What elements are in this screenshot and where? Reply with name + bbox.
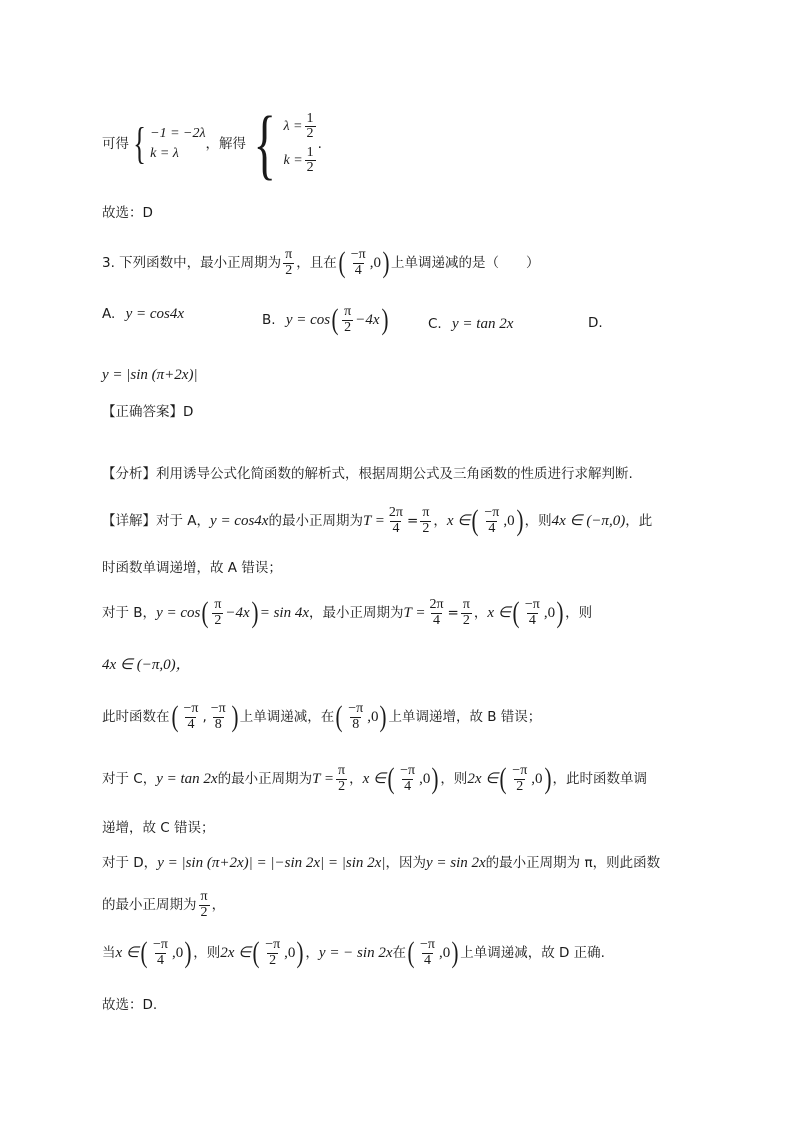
paren: (	[338, 246, 346, 280]
text: 对于 B，	[102, 605, 157, 622]
text: ，且在	[296, 255, 337, 272]
frac	[346, 702, 365, 732]
num: −π	[484, 505, 500, 520]
num: π	[285, 247, 293, 262]
text: 上单调递增，故 B 错误；	[388, 709, 542, 726]
den: 4	[423, 952, 431, 968]
frac	[212, 598, 223, 628]
paren: )	[296, 936, 304, 970]
expr: T =	[312, 771, 335, 788]
frac	[398, 764, 417, 794]
den: 2	[338, 778, 346, 794]
expr: 2x ∈	[467, 771, 499, 788]
paren: )	[231, 700, 239, 734]
num: −π	[210, 701, 226, 716]
paren: (	[335, 700, 343, 734]
text: ,0	[171, 945, 184, 962]
expr: y = sin 2x	[425, 855, 486, 871]
num: −π	[419, 937, 435, 952]
den: 4	[528, 612, 536, 628]
text: ,0	[503, 513, 515, 530]
paren: (	[499, 762, 507, 796]
expr: y = cos	[156, 605, 201, 622]
text: ，此	[625, 513, 653, 530]
expr: y = cos	[285, 312, 331, 329]
paren: (	[407, 936, 415, 970]
option-d-label: D.	[588, 315, 603, 331]
den: 2	[344, 319, 352, 335]
expr: T =	[362, 513, 385, 530]
detail-b: 对于 B，y = cos( $\frac{\pi}{2}$ −4x) = sin 4x，最小正周期为T = $\frac{2\pi}{4}$ = $\frac{\pi}{2}$ ，x ∈( $\frac{-\pi}{4}$ ,0) ，则	[102, 596, 593, 630]
correct-answer: 【正确答案】D	[102, 404, 194, 420]
den: 2	[285, 262, 293, 278]
den: 2	[462, 612, 470, 628]
paren: )	[556, 596, 564, 630]
den: 4	[156, 952, 164, 968]
num: −π	[265, 937, 281, 952]
expr: y = |sin (π+2x)| = |−sin 2x| = |sin 2x|	[157, 855, 386, 871]
eq: −1 = −2λ	[150, 126, 206, 141]
detail-a: 【详解】对于 A，y = cos4x的最小正周期为T = $\frac{2\pi}{4}$ = $\frac{\pi}{2}$ ，x ∈( $\frac{-\pi}{4}$ ,0) ，则4x ∈ (−π,0)，此	[102, 504, 653, 538]
detail-c-2: 递增，故 C 错误；	[102, 820, 215, 836]
num: −π	[350, 247, 366, 262]
paren: (	[512, 596, 520, 630]
text: ,0	[543, 605, 556, 622]
frac	[182, 702, 201, 732]
text: 上单调递减，在	[239, 709, 335, 726]
paren: (	[171, 700, 178, 734]
text: 上单调递减，故 D 正确.	[460, 945, 605, 962]
text: ,0	[284, 945, 296, 962]
text: 的最小正周期为	[217, 771, 313, 788]
expr: y = tan 2x	[156, 771, 218, 788]
detail-d-3	[102, 938, 605, 968]
text: 当	[102, 945, 116, 962]
paren: (	[252, 936, 260, 970]
num: −π	[524, 597, 540, 612]
expr: −4x	[355, 312, 380, 329]
expr: 2x ∈	[220, 945, 252, 962]
eq: k =	[283, 153, 303, 168]
equation-system-2: { λ = $\frac{1}{2}$ k = $\frac{1}{2}$	[253, 100, 314, 187]
num: 1	[306, 110, 314, 126]
paren: )	[251, 596, 259, 630]
num: 1	[306, 144, 314, 160]
options-row	[102, 305, 184, 323]
expr: x ∈	[115, 945, 139, 962]
text: ，解得	[205, 136, 247, 152]
frac	[263, 938, 282, 968]
expr: y = cos4x	[210, 513, 269, 530]
num: π	[422, 505, 430, 520]
num: −π	[400, 763, 416, 778]
text: ，	[211, 897, 226, 914]
num: −π	[183, 701, 199, 716]
detail-d	[102, 854, 660, 872]
text: ,0	[419, 771, 431, 788]
den: 2	[422, 520, 430, 536]
expr: x ∈	[487, 605, 511, 622]
text: ,0	[438, 945, 451, 962]
num: π	[338, 763, 346, 778]
text: 此时函数在	[102, 709, 170, 726]
detail-d-2	[102, 890, 225, 920]
text: ，最小正周期为	[309, 605, 404, 622]
solution-line-1	[102, 100, 322, 187]
text: 对于 C，	[102, 771, 157, 788]
num: π	[462, 597, 470, 612]
frac	[482, 506, 501, 536]
paren: )	[516, 504, 524, 538]
den: 2	[516, 778, 524, 794]
frac	[427, 598, 445, 628]
frac	[151, 938, 170, 968]
den: 2	[306, 126, 314, 142]
text: ，则	[193, 945, 221, 962]
den: 2	[306, 160, 314, 176]
den: 4	[432, 612, 440, 628]
den: 8	[352, 716, 360, 732]
paren: (	[140, 936, 148, 970]
option-c-label: C.	[428, 316, 442, 332]
text: ，则	[565, 605, 593, 622]
text: ,0	[367, 709, 379, 726]
text: 的最小正周期为	[102, 897, 197, 914]
den: 4	[488, 520, 496, 536]
num: −π	[348, 701, 364, 716]
expr: y = − sin 2x	[318, 945, 393, 962]
text: ，	[305, 945, 319, 962]
num: π	[214, 597, 222, 612]
den: 4	[187, 716, 195, 732]
frac	[199, 890, 210, 920]
text: 【详解】对于 A，	[102, 513, 211, 530]
num: 2π	[388, 505, 403, 520]
text: 的最小正周期为 π，则此函数	[485, 855, 661, 871]
paren: (	[201, 596, 209, 630]
den: 2	[214, 612, 222, 628]
analysis: 【分析】利用诱导公式化简函数的解析式，根据周期公式及三角函数的性质进行求解判断.	[102, 466, 633, 482]
text: ,0	[531, 771, 543, 788]
den: 4	[404, 778, 412, 794]
paren: )	[382, 246, 390, 280]
num: 2π	[429, 597, 444, 612]
expr: x ∈	[362, 771, 387, 788]
paren: (	[387, 762, 395, 796]
option-a: y = cos4x	[125, 306, 185, 322]
paren: )	[544, 762, 552, 796]
num: π	[344, 304, 352, 319]
num: −π	[512, 763, 528, 778]
frac	[283, 248, 294, 278]
paren: (	[331, 303, 339, 337]
text: ，因为	[385, 855, 426, 871]
paren: )	[451, 936, 459, 970]
text: 可得	[102, 136, 129, 152]
detail-b-3: 此时函数在( $\frac{-\pi}{4}$ , $\frac{-\pi}{8}$ ) 上单调递减，在( $\frac{-\pi}{8}$ ,0) 上单调递增，故 B 错误；	[102, 700, 542, 734]
num: π	[200, 889, 208, 904]
text: 3. 下列函数中，最小正周期为	[102, 255, 282, 272]
detail-a-2: 时函数单调递增，故 A 错误；	[102, 560, 282, 576]
frac	[387, 506, 405, 536]
frac	[461, 598, 472, 628]
expr: x ∈	[446, 513, 471, 530]
line-2: 故选：D	[102, 205, 153, 221]
frac	[418, 938, 437, 968]
frac	[510, 764, 529, 794]
paren: )	[381, 303, 388, 337]
frac	[349, 248, 368, 278]
paren: )	[184, 936, 192, 970]
paren: )	[379, 700, 387, 734]
option-a-label: A.	[102, 306, 116, 322]
text: ，此时函数单调	[552, 771, 648, 788]
expr: 4x ∈ (−π,0)	[551, 513, 626, 530]
text: .	[317, 136, 322, 152]
den: 2	[269, 952, 277, 968]
expr: −4x	[225, 605, 250, 622]
den: 2	[200, 904, 208, 920]
text: ，则	[440, 771, 468, 788]
den: 8	[214, 716, 222, 732]
paren: )	[431, 762, 439, 796]
den: 4	[392, 520, 400, 536]
option-c	[428, 315, 513, 333]
frac	[336, 764, 347, 794]
frac	[209, 702, 228, 732]
paren: (	[471, 504, 479, 538]
frac	[342, 305, 353, 335]
text: 对于 D，	[102, 855, 158, 871]
text: 的最小正周期为	[268, 513, 363, 530]
detail-b-2: 4x ∈ (−π,0)，	[102, 657, 191, 673]
option-b-label: B.	[262, 312, 276, 329]
expr: T =	[403, 605, 426, 622]
text: 在	[392, 945, 406, 962]
text: ，则	[524, 513, 552, 530]
expr: y = tan 2x	[452, 316, 514, 332]
text: ,0	[369, 255, 381, 272]
option-b	[262, 305, 390, 335]
text: 上单调递减的是（ ）	[390, 255, 540, 272]
eq: λ =	[283, 119, 303, 134]
den: 4	[354, 262, 362, 278]
frac	[523, 598, 542, 628]
option-d: y = |sin (π+2x)|	[102, 367, 198, 383]
question-3	[102, 248, 539, 278]
num: −π	[152, 937, 168, 952]
frac	[420, 506, 431, 536]
final-answer: 故选：D.	[102, 997, 158, 1013]
detail-c: 对于 C，y = tan 2x的最小正周期为T = $\frac{\pi}{2}$ ，x ∈( $\frac{-\pi}{4}$ ,0) ，则2x ∈( $\frac{-\pi}{2}$ ,0) ，此时函数单调	[102, 762, 648, 796]
eq: k = λ	[150, 146, 179, 161]
equation-system-1: { −1 = −2λ k = λ	[133, 119, 206, 168]
expr: = sin 4x	[259, 605, 309, 622]
